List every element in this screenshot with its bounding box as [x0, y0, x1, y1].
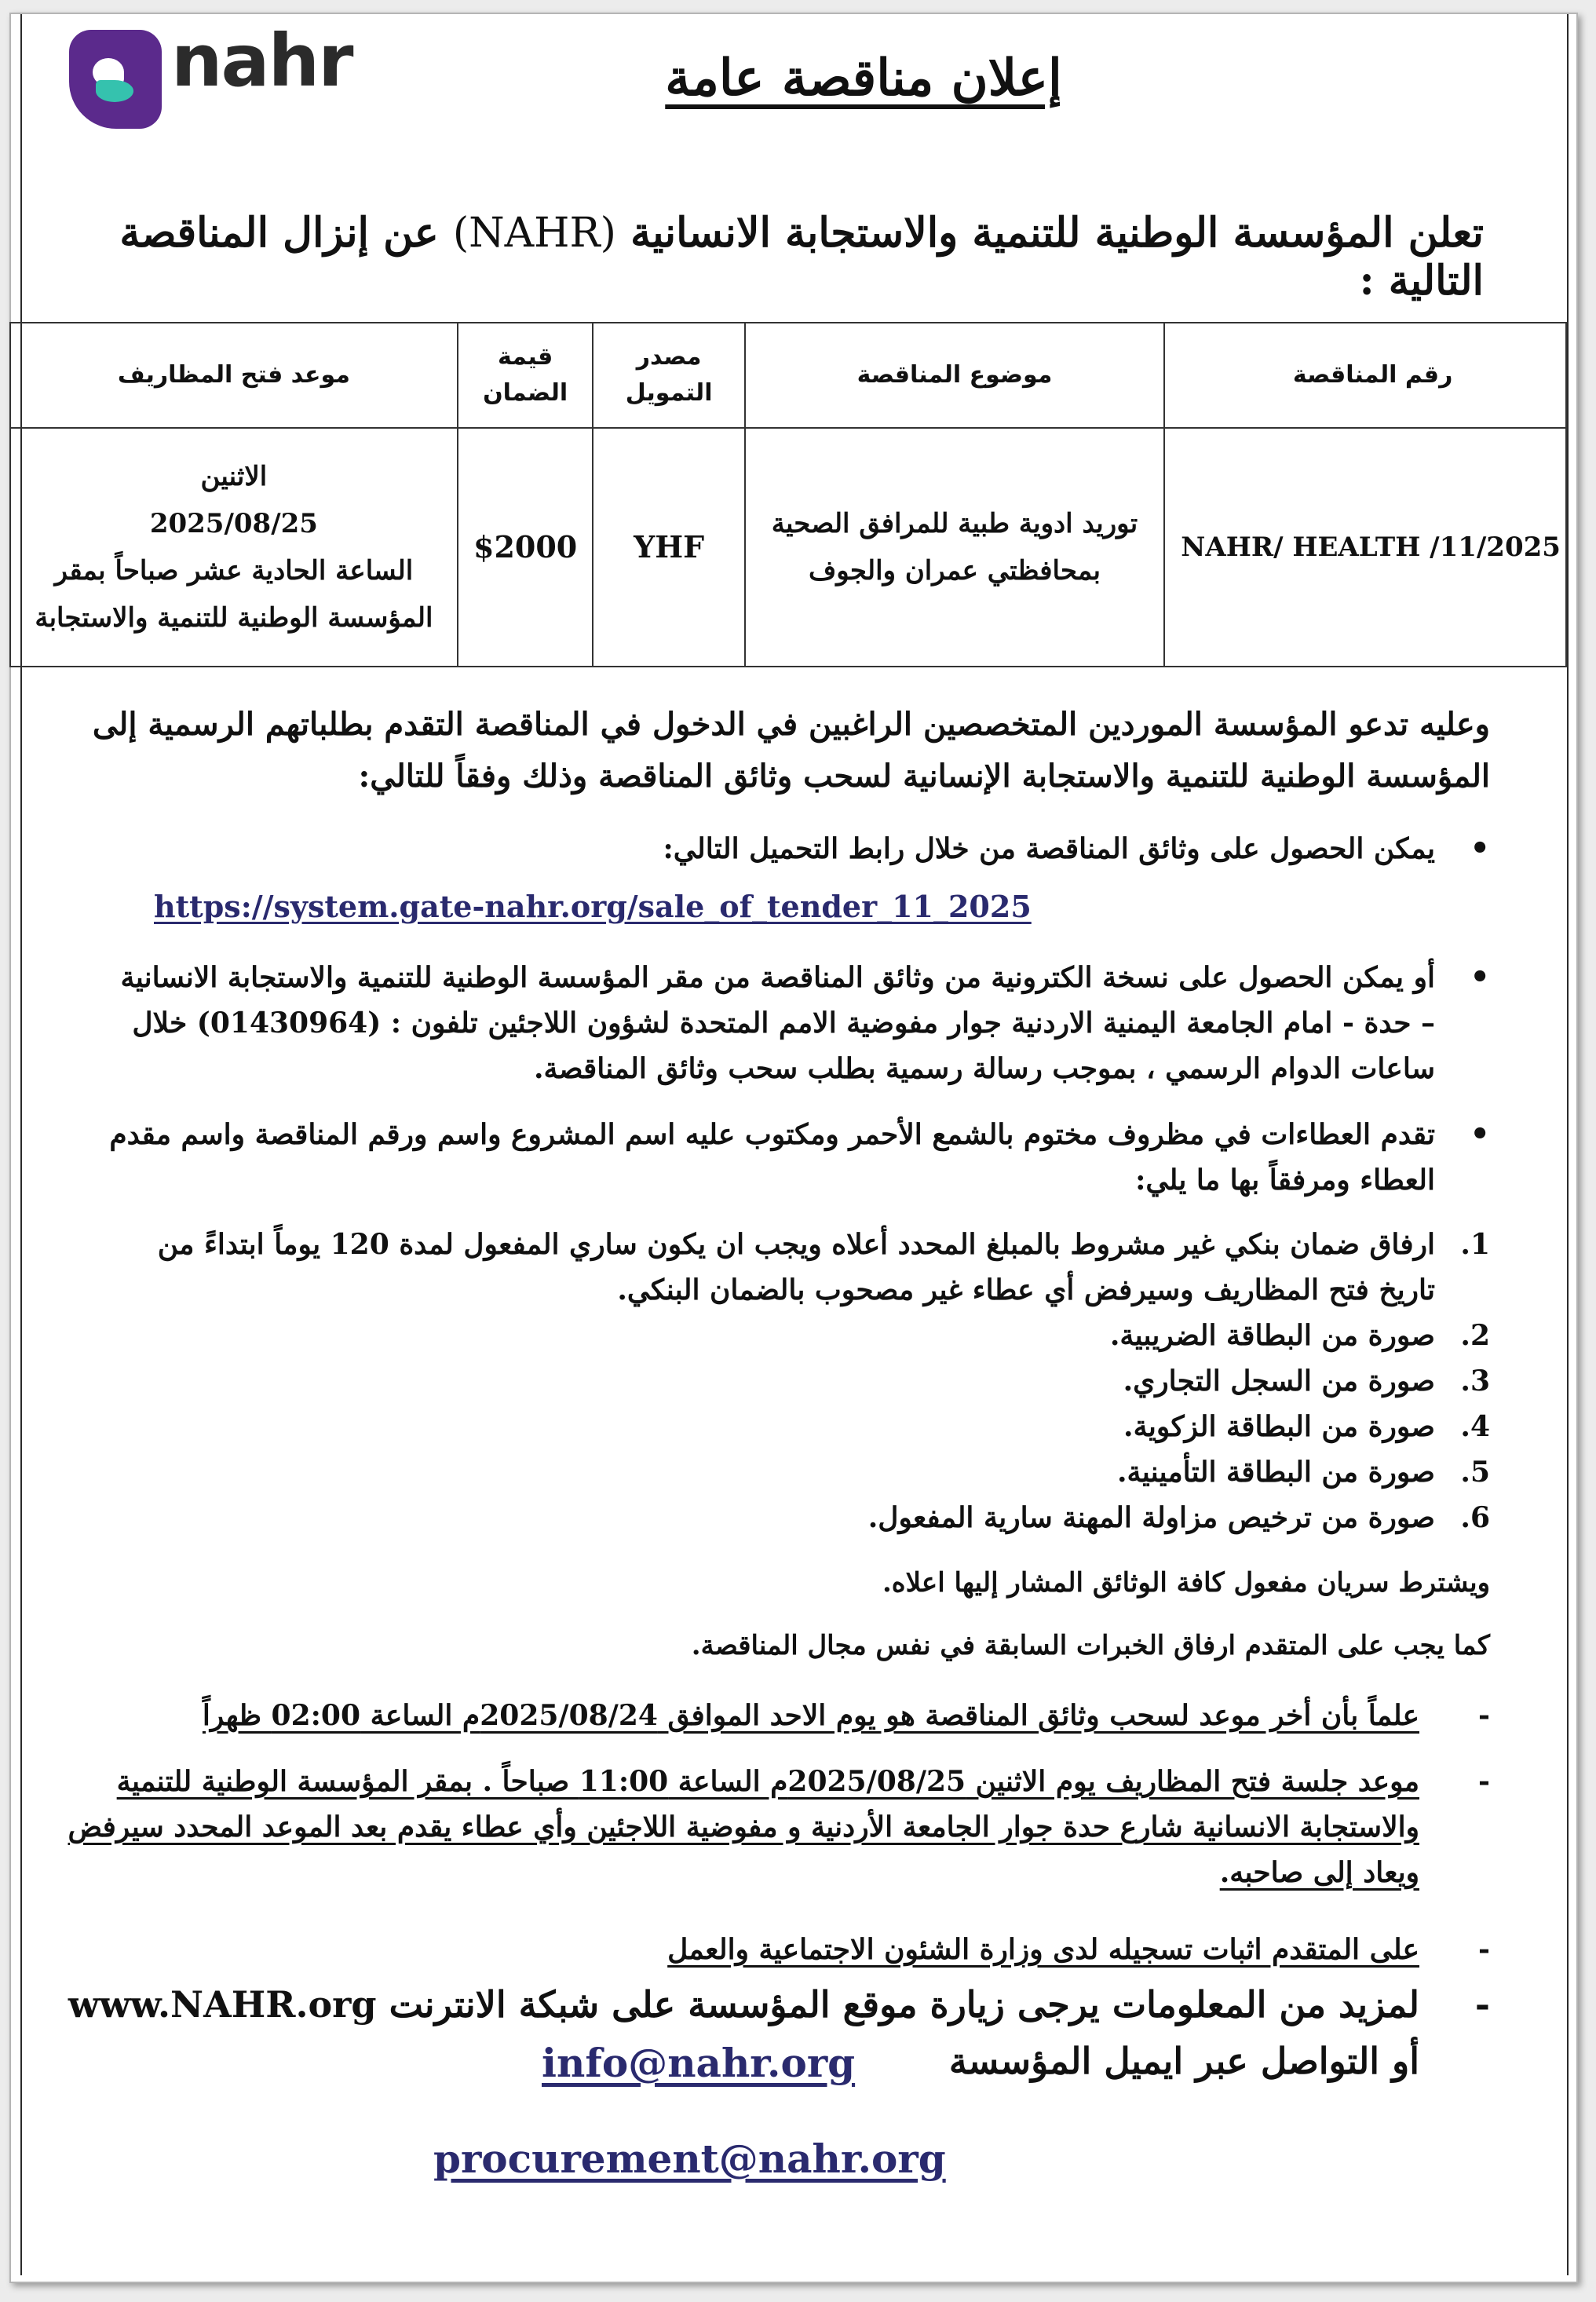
opening-day: الاثنين — [200, 461, 268, 492]
lead-paragraph: وعليه تدعو المؤسسة الموردين المتخصصين الراغبين في الدخول في المناقصة التقدم بطلباتهم الرسمية إلى المؤسسة الوطنية للتنمية والاستجابة الإنسانية لسحب وثائق المناقصة وذلك وفقاً للتالي: — [92, 706, 1490, 795]
list-item: 3. صورة من السجل التجاري. — [1123, 1365, 1490, 1398]
intro-after: عن إنزال المناقصة التالية : — [119, 209, 1484, 305]
nahr-logo — [69, 17, 399, 135]
tender-download-link[interactable]: https://system.gate-nahr.org/sale_of_tender_11_2025 — [154, 889, 1032, 924]
contact-label: أو التواصل عبر ايميل المؤسسة — [948, 2040, 1419, 2082]
bullet-envelopes: • تقدم العطاءات في مظروف مختوم بالشمع الأحمر ومكتوب عليه اسم المشروع واسم ورقم المناقصة واسم مقدم العطاء ومرفقاً بها ما يلي: — [100, 1112, 1490, 1203]
intro-heading — [79, 209, 1484, 305]
bullet-download: • يمكن الحصول على وثائق المناقصة من خلال رابط التحميل التالي: — [100, 826, 1490, 871]
list-item: 4. صورة من البطاقة الزكوية. — [1123, 1410, 1490, 1443]
registration-item: - على المتقدم اثبات تسجيله لدى وزارة الشئون الاجتماعية والعمل — [667, 1933, 1490, 1966]
email-info-link[interactable]: info@nahr.org — [542, 2040, 856, 2086]
list-item: 5. صورة من البطاقة التأمينية. — [1116, 1456, 1490, 1489]
nahr-logo-icon — [69, 30, 162, 129]
header-funding: مصدر التمويل — [593, 323, 744, 428]
session-item: - موعد جلسة فتح المظاريف يوم الاثنين 2025/08/25م الساعة 11:00 صباحاً . بمقر المؤسسة الوطنية للتنمية والاستجابة الانسانية شارع حدة جوار الجامعة الأردنية و مفوضية اللاجئين وأي عطاء يقدم بعد الموعد المحدد سيرفض ويعاد إلى صاحبه. — [68, 1765, 1490, 1889]
tender-table-header — [10, 323, 1566, 428]
cell-guarantee: $2000 — [458, 428, 593, 667]
requirements-list — [124, 1222, 1490, 1540]
deadline-item: - علماً بأن أخر موعد لسحب وثائق المناقصة هو يوم الاحد الموافق 2025/08/24م الساعة 02:00 ظهراً — [202, 1699, 1490, 1732]
header-opening: موعد فتح المظاريف — [10, 323, 458, 428]
opening-date: 2025/08/25 — [149, 508, 318, 539]
intro-before: تعلن المؤسسة الوطنية للتنمية والاستجابة الانسانية — [630, 209, 1484, 257]
opening-time: الساعة الحادية عشر صباحاً بمقر المؤسسة الوطنية للتنمية والاستجابة — [35, 555, 433, 634]
header-guarantee: قيمة الضمان — [458, 323, 593, 428]
header-subject: موضوع المناقصة — [745, 323, 1165, 428]
list-item: 2. صورة من البطاقة الضريبية. — [1109, 1319, 1490, 1352]
note-experience: كما يجب على المتقدم ارفاق الخبرات السابقة في نفس مجال المناقصة. — [691, 1630, 1490, 1661]
cell-number: NAHR/ HEALTH /11/2025 — [1164, 428, 1566, 667]
intro-abbr: (NAHR) — [452, 210, 616, 257]
logo-text: nahr — [171, 19, 352, 103]
table-row — [10, 428, 1566, 667]
page-title: إعلان مناقصة عامة — [665, 49, 1062, 108]
header-number: رقم المناقصة — [1164, 323, 1566, 428]
more-info-item: - لمزيد من المعلومات يرجى زيارة موقع المؤسسة على شبكة الانترنت www.NAHR.org — [68, 1983, 1490, 2026]
list-item: 6. صورة من ترخيص مزاولة المهنة سارية المفعول. — [867, 1501, 1490, 1534]
cell-funding: YHF — [593, 428, 744, 667]
bullet-hardcopy: • أو يمكن الحصول على نسخة الكترونية من وثائق المناقصة من مقر المؤسسة الوطنية للتنمية والاستجابة الانسانية – حدة - امام الجامعة اليمنية الاردنية جوار مفوضية الامم المتحدة لشؤون اللاجئين تلفون : (01430964) خلال ساعات الدوام الرسمي ، بموجب رسالة رسمية بطلب سحب وثائق المناقصة. — [100, 955, 1490, 1091]
cell-subject: توريد ادوية طبية للمرافق الصحية بمحافظتي عمران والجوف — [745, 428, 1165, 667]
email-procurement-link[interactable]: procurement@nahr.org — [433, 2136, 946, 2182]
cell-opening — [10, 428, 458, 667]
note-validity: ويشترط سريان مفعول كافة الوثائق المشار إليها اعلاه. — [882, 1567, 1490, 1599]
list-item: 1. ارفاق ضمان بنكي غير مشروط بالمبلغ المحدد أعلاه ويجب ان يكون ساري المفعول لمدة 120 يوماً ابتداءً من تاريخ فتح المظاريف وسيرفض أي عطاء غير مصحوب بالضمان البنكي. — [157, 1228, 1490, 1306]
tender-table — [9, 322, 1567, 667]
